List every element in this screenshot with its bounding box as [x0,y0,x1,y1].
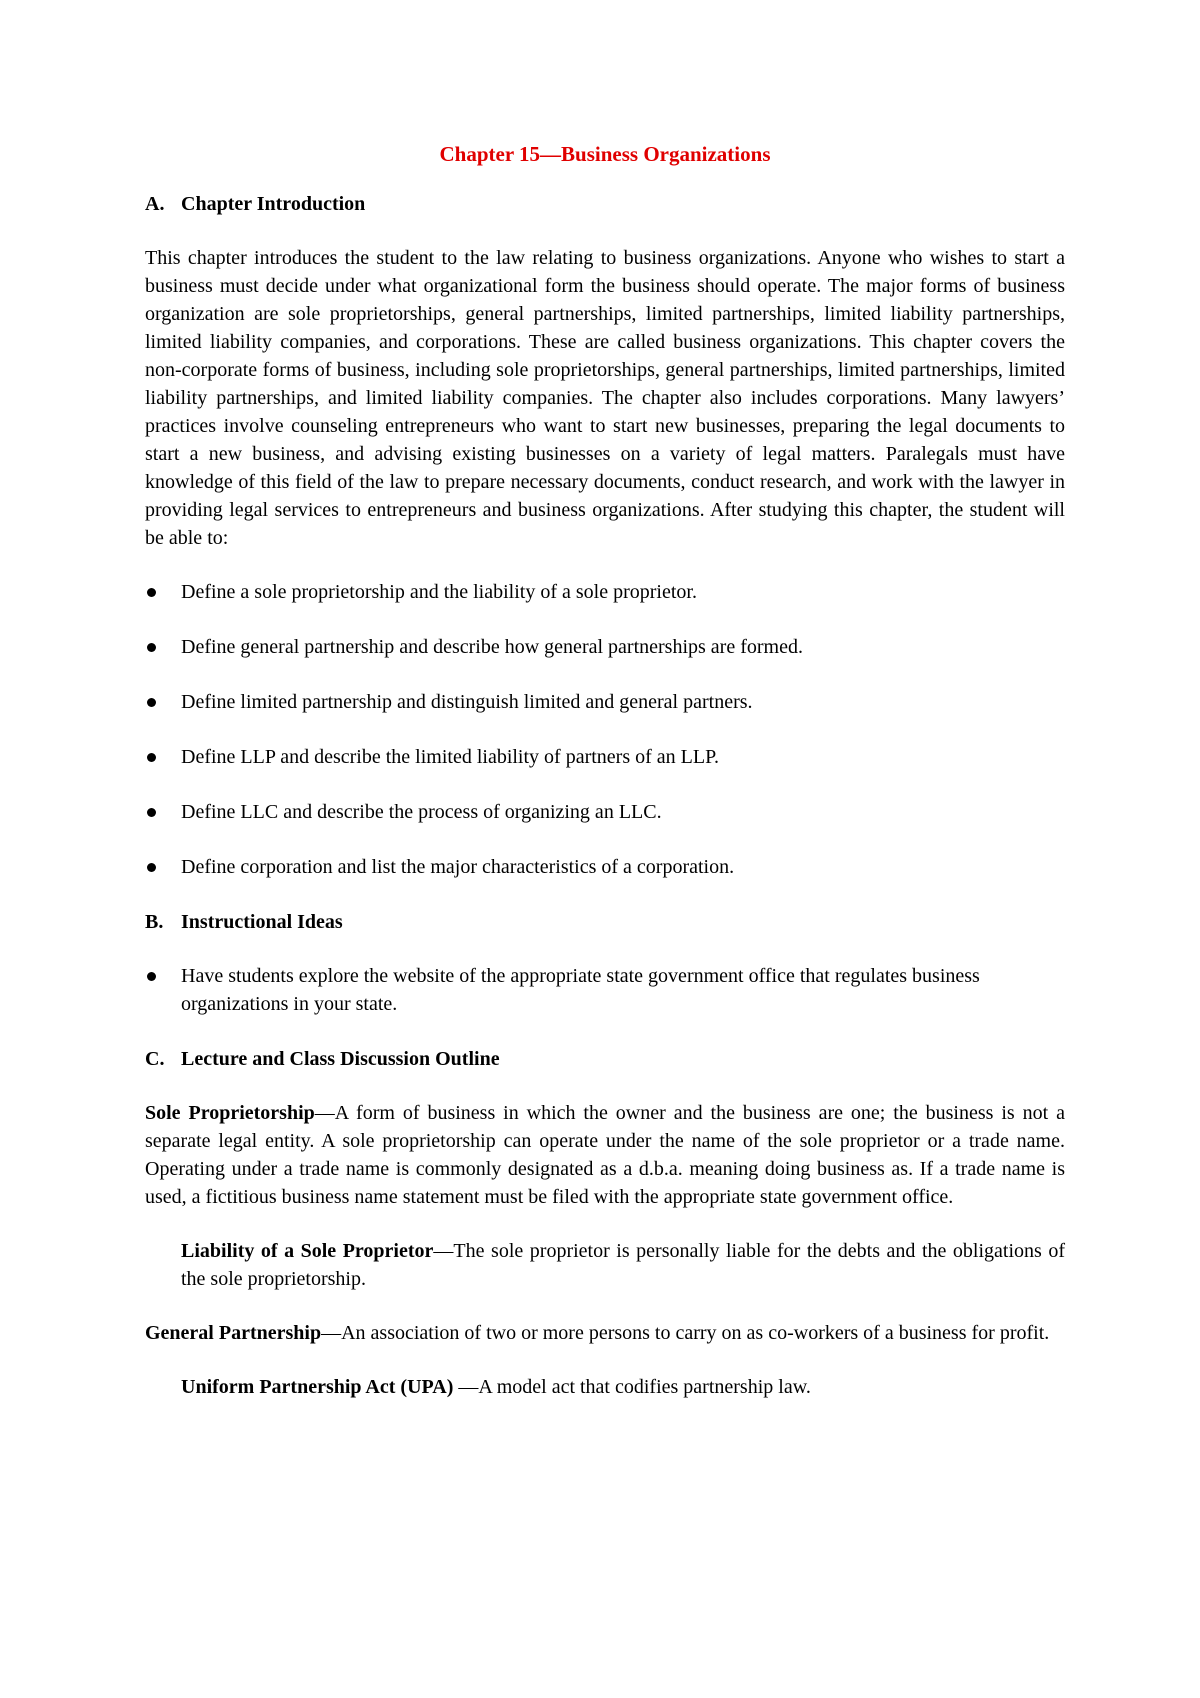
bullet-icon [147,863,156,872]
section-c-letter: C. [145,1048,165,1070]
list-item-text: Define limited partnership and distinguish limited and general partners. [181,691,753,713]
bullet-icon [147,698,156,707]
section-a-title: Chapter Introduction [181,193,366,215]
list-item-text: Define corporation and list the major characteristics of a corporation. [181,856,735,878]
learning-objectives-list [145,578,1065,881]
list-item [145,962,1065,1018]
list-item [145,633,1065,661]
list-item-text: Define LLC and describe the process of organizing an LLC. [181,801,662,823]
section-a-letter: A. [145,193,165,215]
chapter-title: Chapter 15—Business Organizations [439,142,771,166]
list-item [145,853,1065,881]
instructional-ideas-list [145,962,1065,1018]
document-page [145,140,1065,1427]
section-a-heading [145,190,1065,218]
list-item-text: Define LLP and describe the limited liability of partners of an LLP. [181,746,719,768]
list-item-text: Define a sole proprietorship and the liability of a sole proprietor. [181,581,697,603]
list-item [145,578,1065,606]
outline-entry-sole-proprietorship [145,1099,1065,1211]
section-b-title: Instructional Ideas [181,911,343,933]
bullet-icon [147,808,156,817]
list-item [145,743,1065,771]
bullet-icon [147,972,156,981]
section-c-title: Lecture and Class Discussion Outline [181,1048,500,1070]
outline-term: General Partnership [145,1322,322,1344]
outline-term: Sole Proprietorship [145,1102,315,1124]
list-item [145,798,1065,826]
list-item-text: Have students explore the website of the appropriate state government office that regulates business organizations in your state. [181,965,980,1015]
section-b-letter: B. [145,911,164,933]
list-item [145,688,1065,716]
outline-term: Uniform Partnership Act (UPA) [181,1376,454,1398]
bullet-icon [147,588,156,597]
outline-entry-general-partnership [145,1319,1065,1347]
section-c-heading [145,1045,1065,1073]
outline-term: Liability of a Sole Proprietor [181,1240,434,1262]
bullet-icon [147,643,156,652]
list-item-text: Define general partnership and describe how general partnerships are formed. [181,636,803,658]
bullet-icon [147,753,156,762]
outline-entry-liability-of-sole-proprietor [181,1237,1065,1293]
outline-definition: —An association of two or more persons to carry on as co-workers of a business for profit. [321,1322,1050,1344]
section-b-heading [145,908,1065,936]
chapter-introduction-paragraph: This chapter introduces the student to the law relating to business organizations. Anyone who wishes to start a business must decide under what organizational form the business should operate. The major forms of business organization are sole proprietorships, general partnerships, limited partnerships, limited liability partnerships, limited liability companies, and corporations. These are called business organizations. This chapter covers the non-corporate forms of business, including sole proprietorships, general partnerships, limited partnerships, limited liability partnerships, and limited liability companies. The chapter also includes corporations. Many lawyers’ practices involve counseling entrepreneurs who want to start new businesses, preparing the legal documents to start a new business, and advising existing businesses on a variety of legal matters. Paralegals must have knowledge of this field of the law to prepare necessary documents, conduct research, and work with the lawyer in providing legal services to entrepreneurs and business organizations. After studying this chapter, the student will be able to: [145,247,1065,549]
outline-definition: —A model act that codifies partnership law. [453,1376,811,1398]
outline-definition: —The sole proprietor is personally liable for the debts and the obligations of the sole proprietorship. [181,1240,1065,1290]
outline-entry-uniform-partnership-act [181,1373,1065,1401]
outline-definition: —A form of business in which the owner and the business are one; the business is not a separate legal entity. A sole proprietorship can operate under the name of the sole proprietor or a trade name. Operating under a trade name is commonly designated as a d.b.a. meaning doing business as. If a trade name is used, a fictitious business name statement must be filed with the appropriate state government office. [145,1102,1065,1208]
